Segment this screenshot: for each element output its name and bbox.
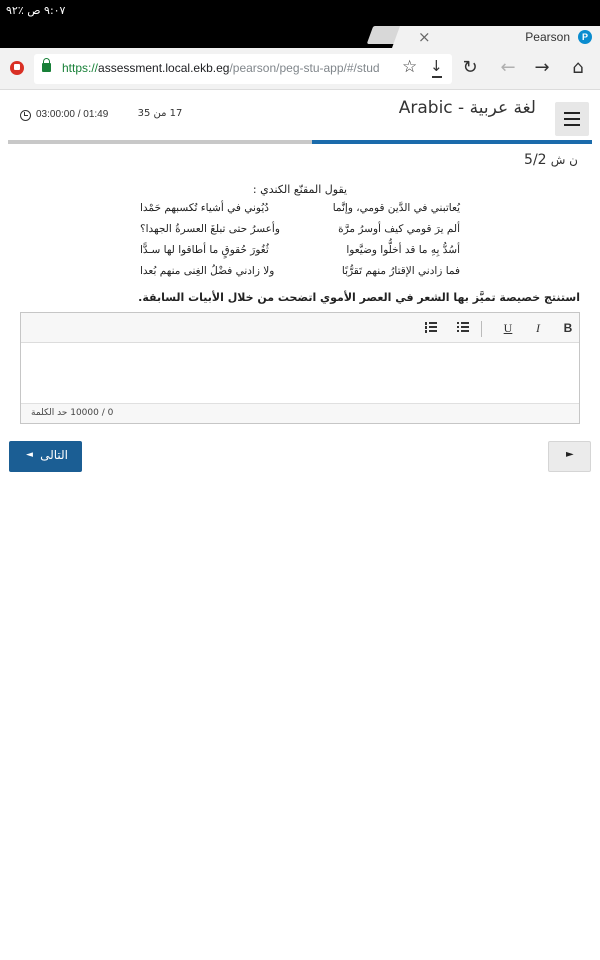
menu-button[interactable] [555,102,589,136]
download-icon[interactable]: ↓ [430,57,443,75]
lock-icon [42,63,51,72]
reload-icon[interactable]: ↻ [462,57,478,78]
poem-line: يُعاتبني في الدَّين قومي، وإنَّما دُيُوني في أشياء تُكسبهم حَمْدا [140,202,460,214]
previous-button[interactable] [548,441,591,472]
italic-button[interactable]: I [536,321,540,335]
poem-line: أسُدُّ بِهِ ما قد أخلُّوا وضيَّعوا ثُغُورَ حُقوقٍ ما أطاقوا لها سـدًّا [140,244,460,256]
question-counter: 17 من 35 [137,108,183,119]
back-icon[interactable]: ← [500,57,516,78]
system-status-bar [0,0,600,24]
next-button[interactable] [9,441,82,472]
word-count: 0 / 10000 حد الكلمة [31,408,114,418]
editor-footer [21,403,579,423]
answer-editor [20,312,580,424]
close-icon[interactable]: × [418,28,431,46]
toolbar-divider [481,321,482,337]
hamburger-icon [564,112,580,114]
bulleted-list-icon[interactable] [457,322,469,333]
underline-button[interactable]: U [503,321,513,335]
browser-toolbar [0,48,600,90]
poem-intro: يقول المقنّع الكندي : [252,183,348,196]
progress-fill [312,140,592,144]
bold-button[interactable]: B [563,321,573,335]
status-text: ٩:٠٧ ص ٪٩٢ [6,4,66,17]
forward-icon[interactable]: → [534,57,550,78]
star-icon[interactable]: ☆ [402,57,418,77]
browser-tab[interactable] [404,26,600,48]
play-left-icon: ◄ [26,450,33,460]
assessment-header [0,90,600,140]
home-icon[interactable]: ⌂ [572,57,584,78]
clock-icon [20,110,31,121]
question-prompt: استنتج خصيصة تميَّز بها الشعر في العصر الأموي اتضحت من خلال الأبيات السابقة. [138,291,580,304]
progress-bar [8,140,592,144]
question-number: ن ش 5/2 [524,152,578,168]
timer: 03:00:00 / 01:49 [36,109,109,120]
editor-toolbar [21,313,579,343]
address-bar[interactable] [34,54,452,84]
next-button-label: التالى [40,448,68,462]
answer-text-area[interactable] [21,344,579,403]
url-text[interactable]: https://assessment.local.ekb.eg/pearson/peg-stu-app/#/stud [62,61,380,75]
pearson-favicon-icon: P [578,30,592,44]
poem-line: فما زادني الإقتارُ منهم تَقرُّبًا ولا زادني فضْلُ الغِنى منهم بُعدا [140,265,460,277]
poem [140,202,460,286]
play-right-icon: ► [566,449,574,460]
numbered-list-icon[interactable] [425,322,437,333]
poem-line: ألم يرَ قومي كيف أوسرُ مرَّة وأعسرُ حتى تبلغَ العسرةُ الجهدا؟ [140,223,460,235]
tab-title: Pearson [525,30,570,44]
page-title: Arabic - لغة عربية [398,98,536,118]
site-info-icon[interactable] [10,61,24,75]
browser-tab-strip [0,24,600,48]
